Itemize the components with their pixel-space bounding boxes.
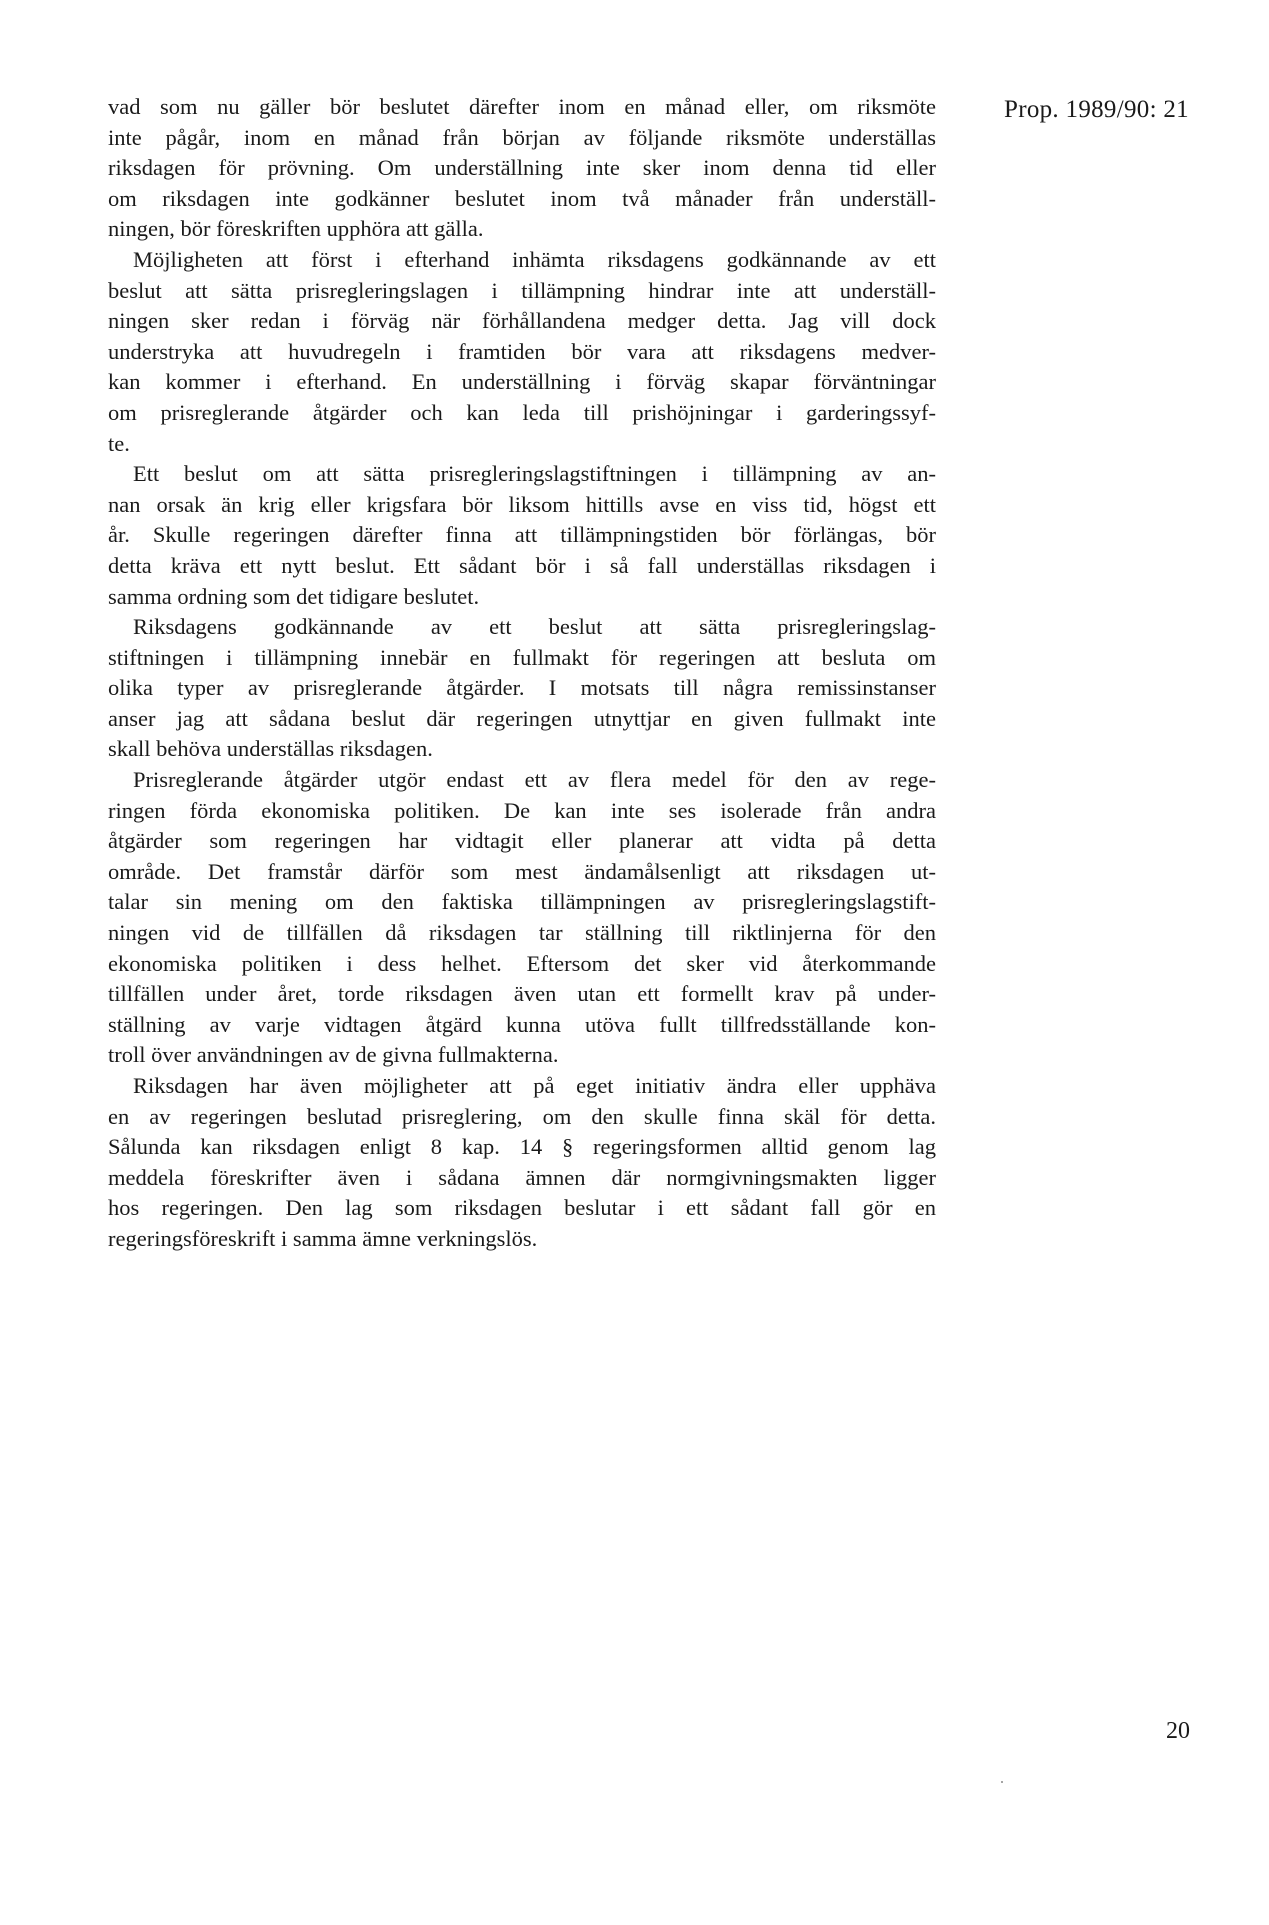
text-line: Möjligheten att först i efterhand inhämta riksdagens godkännande av ett [133,246,936,272]
text-line: samma ordning som det tidigare beslutet. [108,583,480,609]
text-line: Prisreglerande åtgärder utgör endast ett av flera medel för den av rege- [133,767,936,793]
text-line: en av regeringen beslutad prisreglering, om den skulle finna skäl för detta. [108,1103,936,1129]
paragraph-2 [108,245,936,459]
text-line: Riksdagens godkännande av ett beslut att sätta prisregleringslag- [133,614,936,640]
text-line: Riksdagen har även möjligheter att på eget initiativ ändra eller upphäva [133,1073,936,1098]
text-line: åtgärder som regeringen har vidtagit eller planerar att vidta på detta [108,828,936,854]
text-line: olika typer av prisreglerande åtgärder. I motsats till några remissinstanser [108,675,936,701]
text-line: te. [108,430,130,456]
paragraph-4 [108,612,936,765]
text-line: beslut att sätta prisregleringslagen i tillämpning hindrar inte att underställ- [108,277,936,303]
body-text [108,92,936,1255]
text-line: ningen sker redan i förväg när förhållandena medger detta. Jag vill dock [108,308,936,334]
paragraph-3 [108,459,936,612]
text-line: regeringsföreskrift i samma ämne verkningslös. [108,1225,538,1251]
text-line: troll över användningen av de givna fullmakterna. [108,1042,559,1068]
text-line: anser jag att sådana beslut där regeringen utnyttjar en given fullmakt inte [108,705,936,731]
text-line: om prisreglerande åtgärder och kan leda till prishöjningar i garderingssyf- [108,399,936,425]
text-line: riksdagen för prövning. Om underställning inte sker inom denna tid eller [108,155,936,181]
text-line: ningen, bör föreskriften upphöra att gälla. [108,216,484,242]
text-line: Sålunda kan riksdagen enligt 8 kap. 14 § regeringsformen alltid genom lag [108,1134,936,1160]
page-number: 20 [1166,1718,1190,1744]
text-line: tillfällen under året, torde riksdagen även utan ett formellt krav på under- [108,981,936,1007]
scan-speck [1001,1781,1003,1783]
text-line: år. Skulle regeringen därefter finna att tillämpningstiden bör förlängas, bör [108,522,936,548]
text-line: hos regeringen. Den lag som riksdagen beslutar i ett sådant fall gör en [108,1195,936,1221]
text-line: ekonomiska politiken i dess helhet. Eftersom det sker vid återkommande [108,950,936,976]
text-line: inte pågår, inom en månad från början av följande riksmöte underställas [108,124,936,150]
text-line: Ett beslut om att sätta prisregleringslagstiftningen i tillämpning av an- [133,461,936,487]
text-line: ställning av varje vidtagen åtgärd kunna utöva fullt tillfredsställande kon- [108,1011,936,1037]
text-line: understryka att huvudregeln i framtiden bör vara att riksdagens medver- [108,338,936,364]
text-line: ringen förda ekonomiska politiken. De kan inte ses isolerade från andra [108,797,936,823]
text-line: detta kräva ett nytt beslut. Ett sådant bör i så fall underställas riksdagen i [108,552,936,578]
text-line: meddela föreskrifter även i sådana ämnen där normgivningsmakten ligger [108,1164,936,1190]
text-line: vad som nu gäller bör beslutet därefter inom en månad eller, om riksmöte [108,94,936,119]
text-line: nan orsak än krig eller krigsfara bör liksom hittills avse en viss tid, högst ett [108,491,936,517]
text-line: område. Det framstår därför som mest ändamålsenligt att riksdagen ut- [108,858,936,884]
paragraph-1 [108,92,936,245]
running-head: Prop. 1989/90: 21 [1004,96,1189,123]
text-line: skall behöva underställas riksdagen. [108,736,433,762]
text-line: talar sin mening om den faktiska tillämpningen av prisregleringslagstift- [108,889,936,915]
text-line: kan kommer i efterhand. En underställning i förväg skapar förväntningar [108,369,936,395]
paragraph-5 [108,765,936,1071]
text-line: om riksdagen inte godkänner beslutet inom två månader från underställ- [108,185,936,211]
text-line: stiftningen i tillämpning innebär en fullmakt för regeringen att besluta om [108,644,936,670]
paragraph-6 [108,1071,936,1255]
text-line: ningen vid de tillfällen då riksdagen tar ställning till riktlinjerna för den [108,920,936,946]
